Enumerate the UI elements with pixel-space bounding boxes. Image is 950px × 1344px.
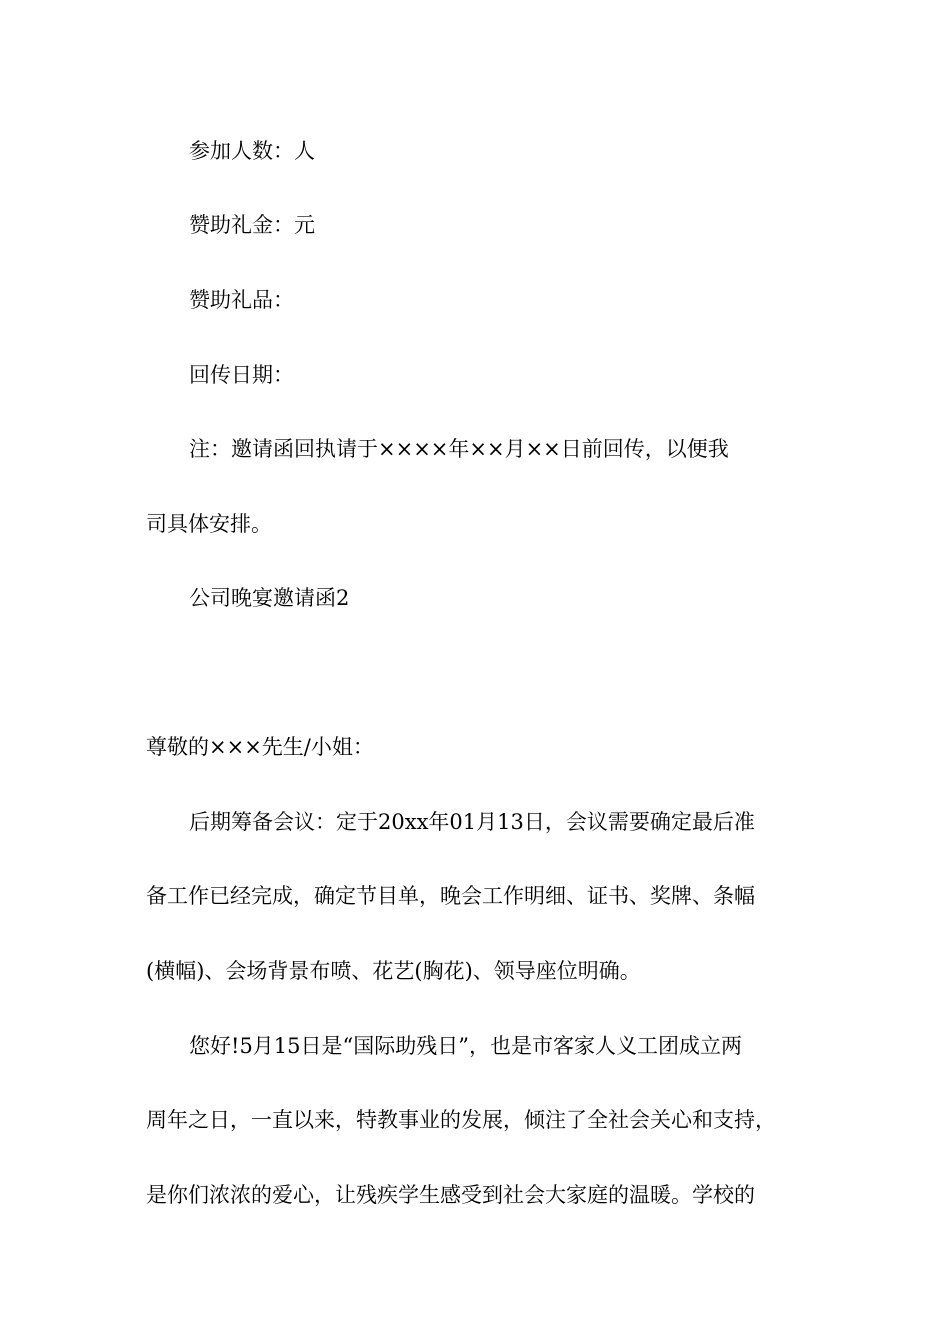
salutation-line: 尊敬的×××先生/小姐： <box>146 735 374 759</box>
sponsor-money-line: 赞助礼金：元 <box>189 213 315 237</box>
note-continuation-line: 司具体安排。 <box>146 512 272 536</box>
paragraph-line: 您好!5月15日是“国际助残日”，也是市客家人义工团成立两 <box>189 1034 742 1058</box>
attendee-count-line: 参加人数：人 <box>189 139 315 163</box>
sponsor-gift-line: 赞助礼品： <box>189 288 294 312</box>
note-line: 注：邀请函回执请于××××年××月××日前回传，以便我 <box>189 437 729 461</box>
reply-date-line: 回传日期： <box>189 363 294 387</box>
paragraph-line: 备工作已经完成，确定节目单，晚会工作明细、证书、奖牌、条幅 <box>146 884 755 908</box>
paragraph-line: 是你们浓浓的爱心，让残疾学生感受到社会大家庭的温暖。学校的 <box>146 1183 755 1207</box>
paragraph-line: (横幅)、会场背景布喷、花艺(胸花)、领导座位明确。 <box>146 959 641 983</box>
paragraph-line: 周年之日，一直以来，特教事业的发展，倾注了全社会关心和支持， <box>146 1108 776 1132</box>
paragraph-line: 后期筹备会议：定于20xx年01月13日，会议需要确定最后准 <box>189 810 755 834</box>
section-heading: 公司晚宴邀请函2 <box>189 586 350 610</box>
